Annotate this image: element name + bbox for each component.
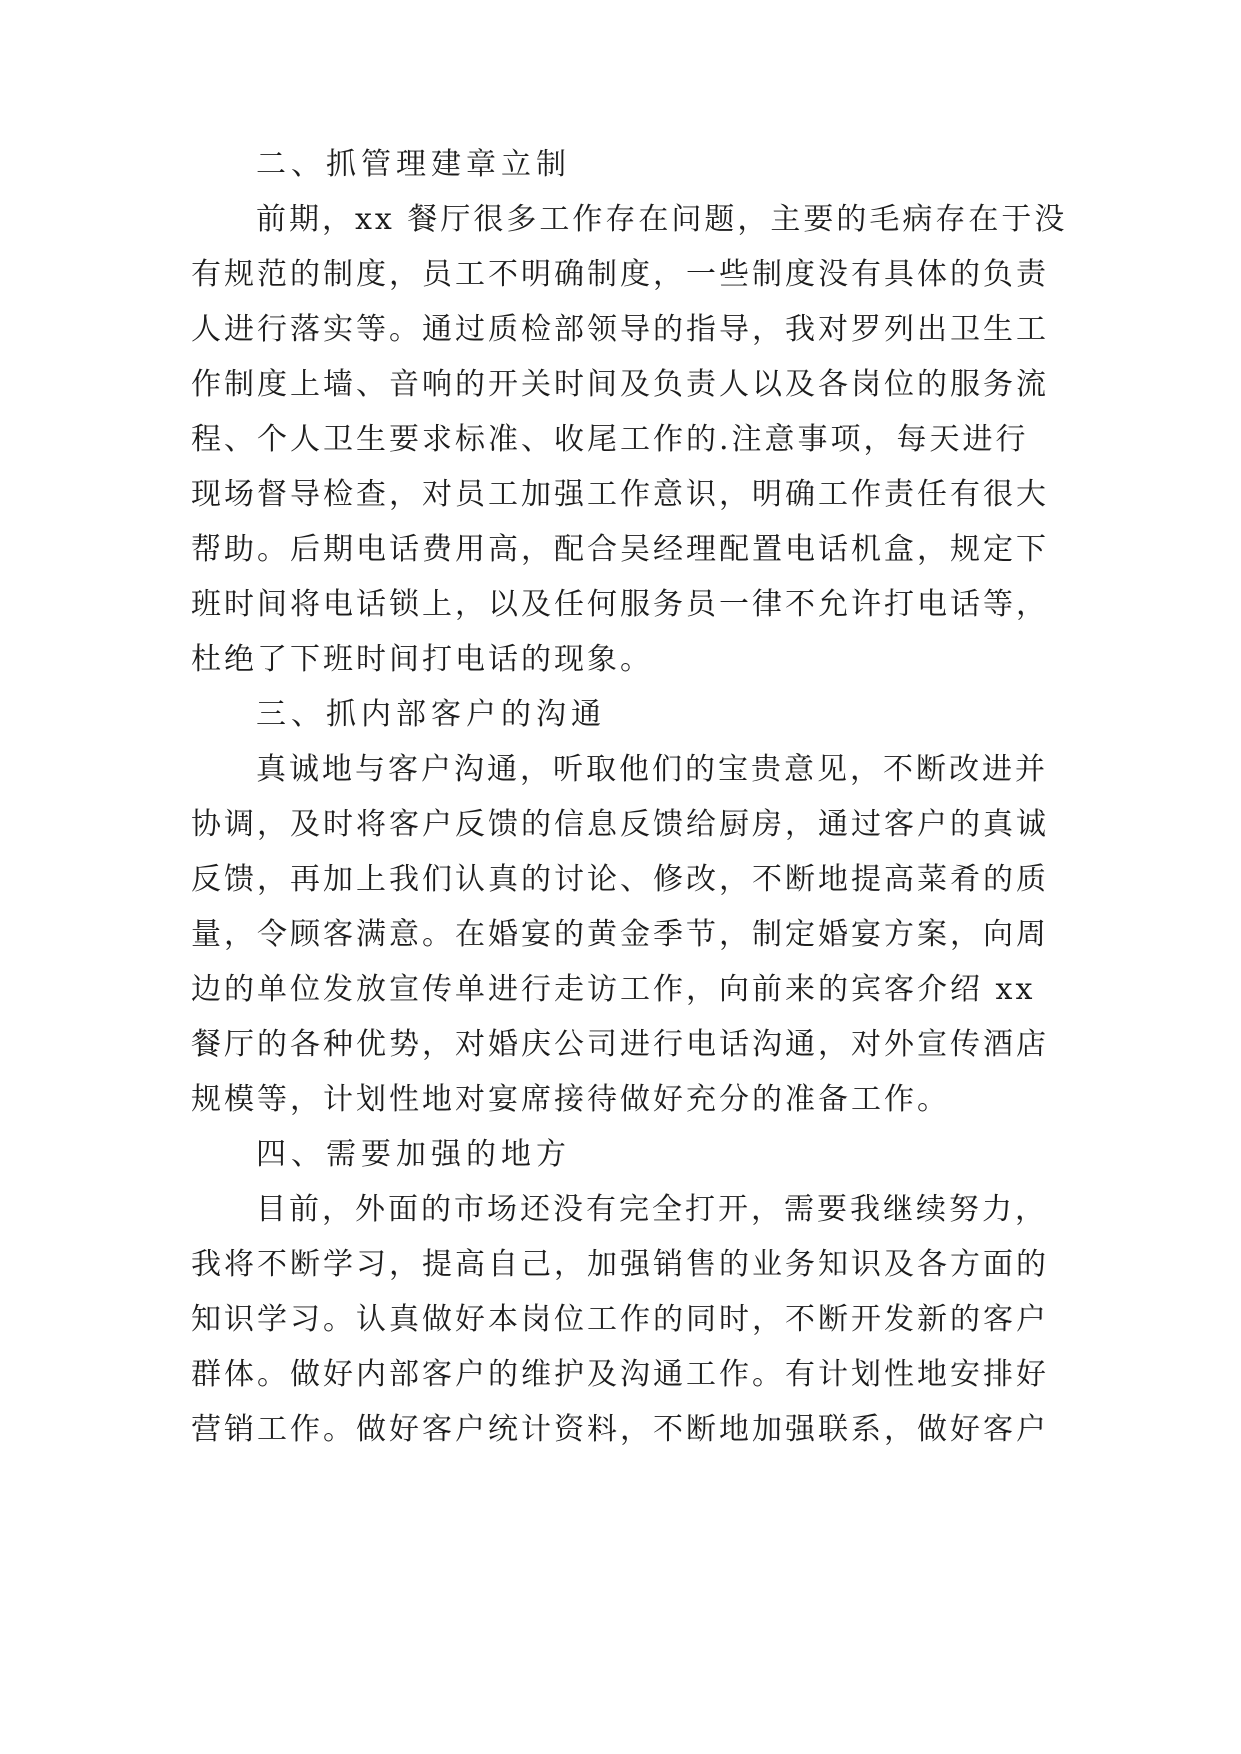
paragraph-line: 量，令顾客满意。在婚宴的黄金季节，制定婚宴方案，向周 xyxy=(191,917,1049,952)
paragraph-line: 帮助。后期电话费用高，配合吴经理配置电话机盒，规定下 xyxy=(191,532,1049,567)
paragraph-line: 人进行落实等。通过质检部领导的指导，我对罗列出卫生工 xyxy=(191,312,1049,347)
paragraph-line: 前期，xx 餐厅很多工作存在问题，主要的毛病存在于没 xyxy=(256,202,1068,237)
paragraph-line: 营销工作。做好客户统计资料，不断地加强联系，做好客户 xyxy=(191,1412,1049,1447)
paragraph-line: 现场督导检查，对员工加强工作意识，明确工作责任有很大 xyxy=(191,477,1049,512)
paragraph-line: 杜绝了下班时间打电话的现象。 xyxy=(191,642,653,677)
paragraph-line: 群体。做好内部客户的维护及沟通工作。有计划性地安排好 xyxy=(191,1357,1049,1392)
paragraph-line: 真诚地与客户沟通，听取他们的宝贵意见，不断改进并 xyxy=(256,752,1048,787)
paragraph-line: 餐厅的各种优势，对婚庆公司进行电话沟通，对外宣传酒店 xyxy=(191,1027,1049,1062)
paragraph-line: 规模等，计划性地对宴席接待做好充分的准备工作。 xyxy=(191,1082,950,1117)
paragraph-line: 有规范的制度，员工不明确制度，一些制度没有具体的负责 xyxy=(191,257,1049,292)
paragraph-line: 我将不断学习，提高自己，加强销售的业务知识及各方面的 xyxy=(191,1247,1049,1282)
paragraph-line: 知识学习。认真做好本岗位工作的同时，不断开发新的客户 xyxy=(191,1302,1049,1337)
paragraph-line: 目前，外面的市场还没有完全打开，需要我继续努力， xyxy=(256,1192,1048,1227)
section-heading-management: 二、抓管理建章立制 xyxy=(256,147,571,182)
paragraph-line: 程、个人卫生要求标准、收尾工作的.注意事项，每天进行 xyxy=(191,422,1029,457)
paragraph-line: 作制度上墙、音响的开关时间及负责人以及各岗位的服务流 xyxy=(191,367,1049,402)
paragraph-line: 反馈，再加上我们认真的讨论、修改，不断地提高菜肴的质 xyxy=(191,862,1049,897)
section-heading-communication: 三、抓内部客户的沟通 xyxy=(256,697,606,732)
section-heading-improvement: 四、需要加强的地方 xyxy=(256,1137,571,1172)
paragraph-line: 协调，及时将客户反馈的信息反馈给厨房，通过客户的真诚 xyxy=(191,807,1049,842)
paragraph-line: 班时间将电话锁上，以及任何服务员一律不允许打电话等， xyxy=(191,587,1049,622)
paragraph-line: 边的单位发放宣传单进行走访工作，向前来的宾客介绍 xx xyxy=(191,972,1036,1007)
